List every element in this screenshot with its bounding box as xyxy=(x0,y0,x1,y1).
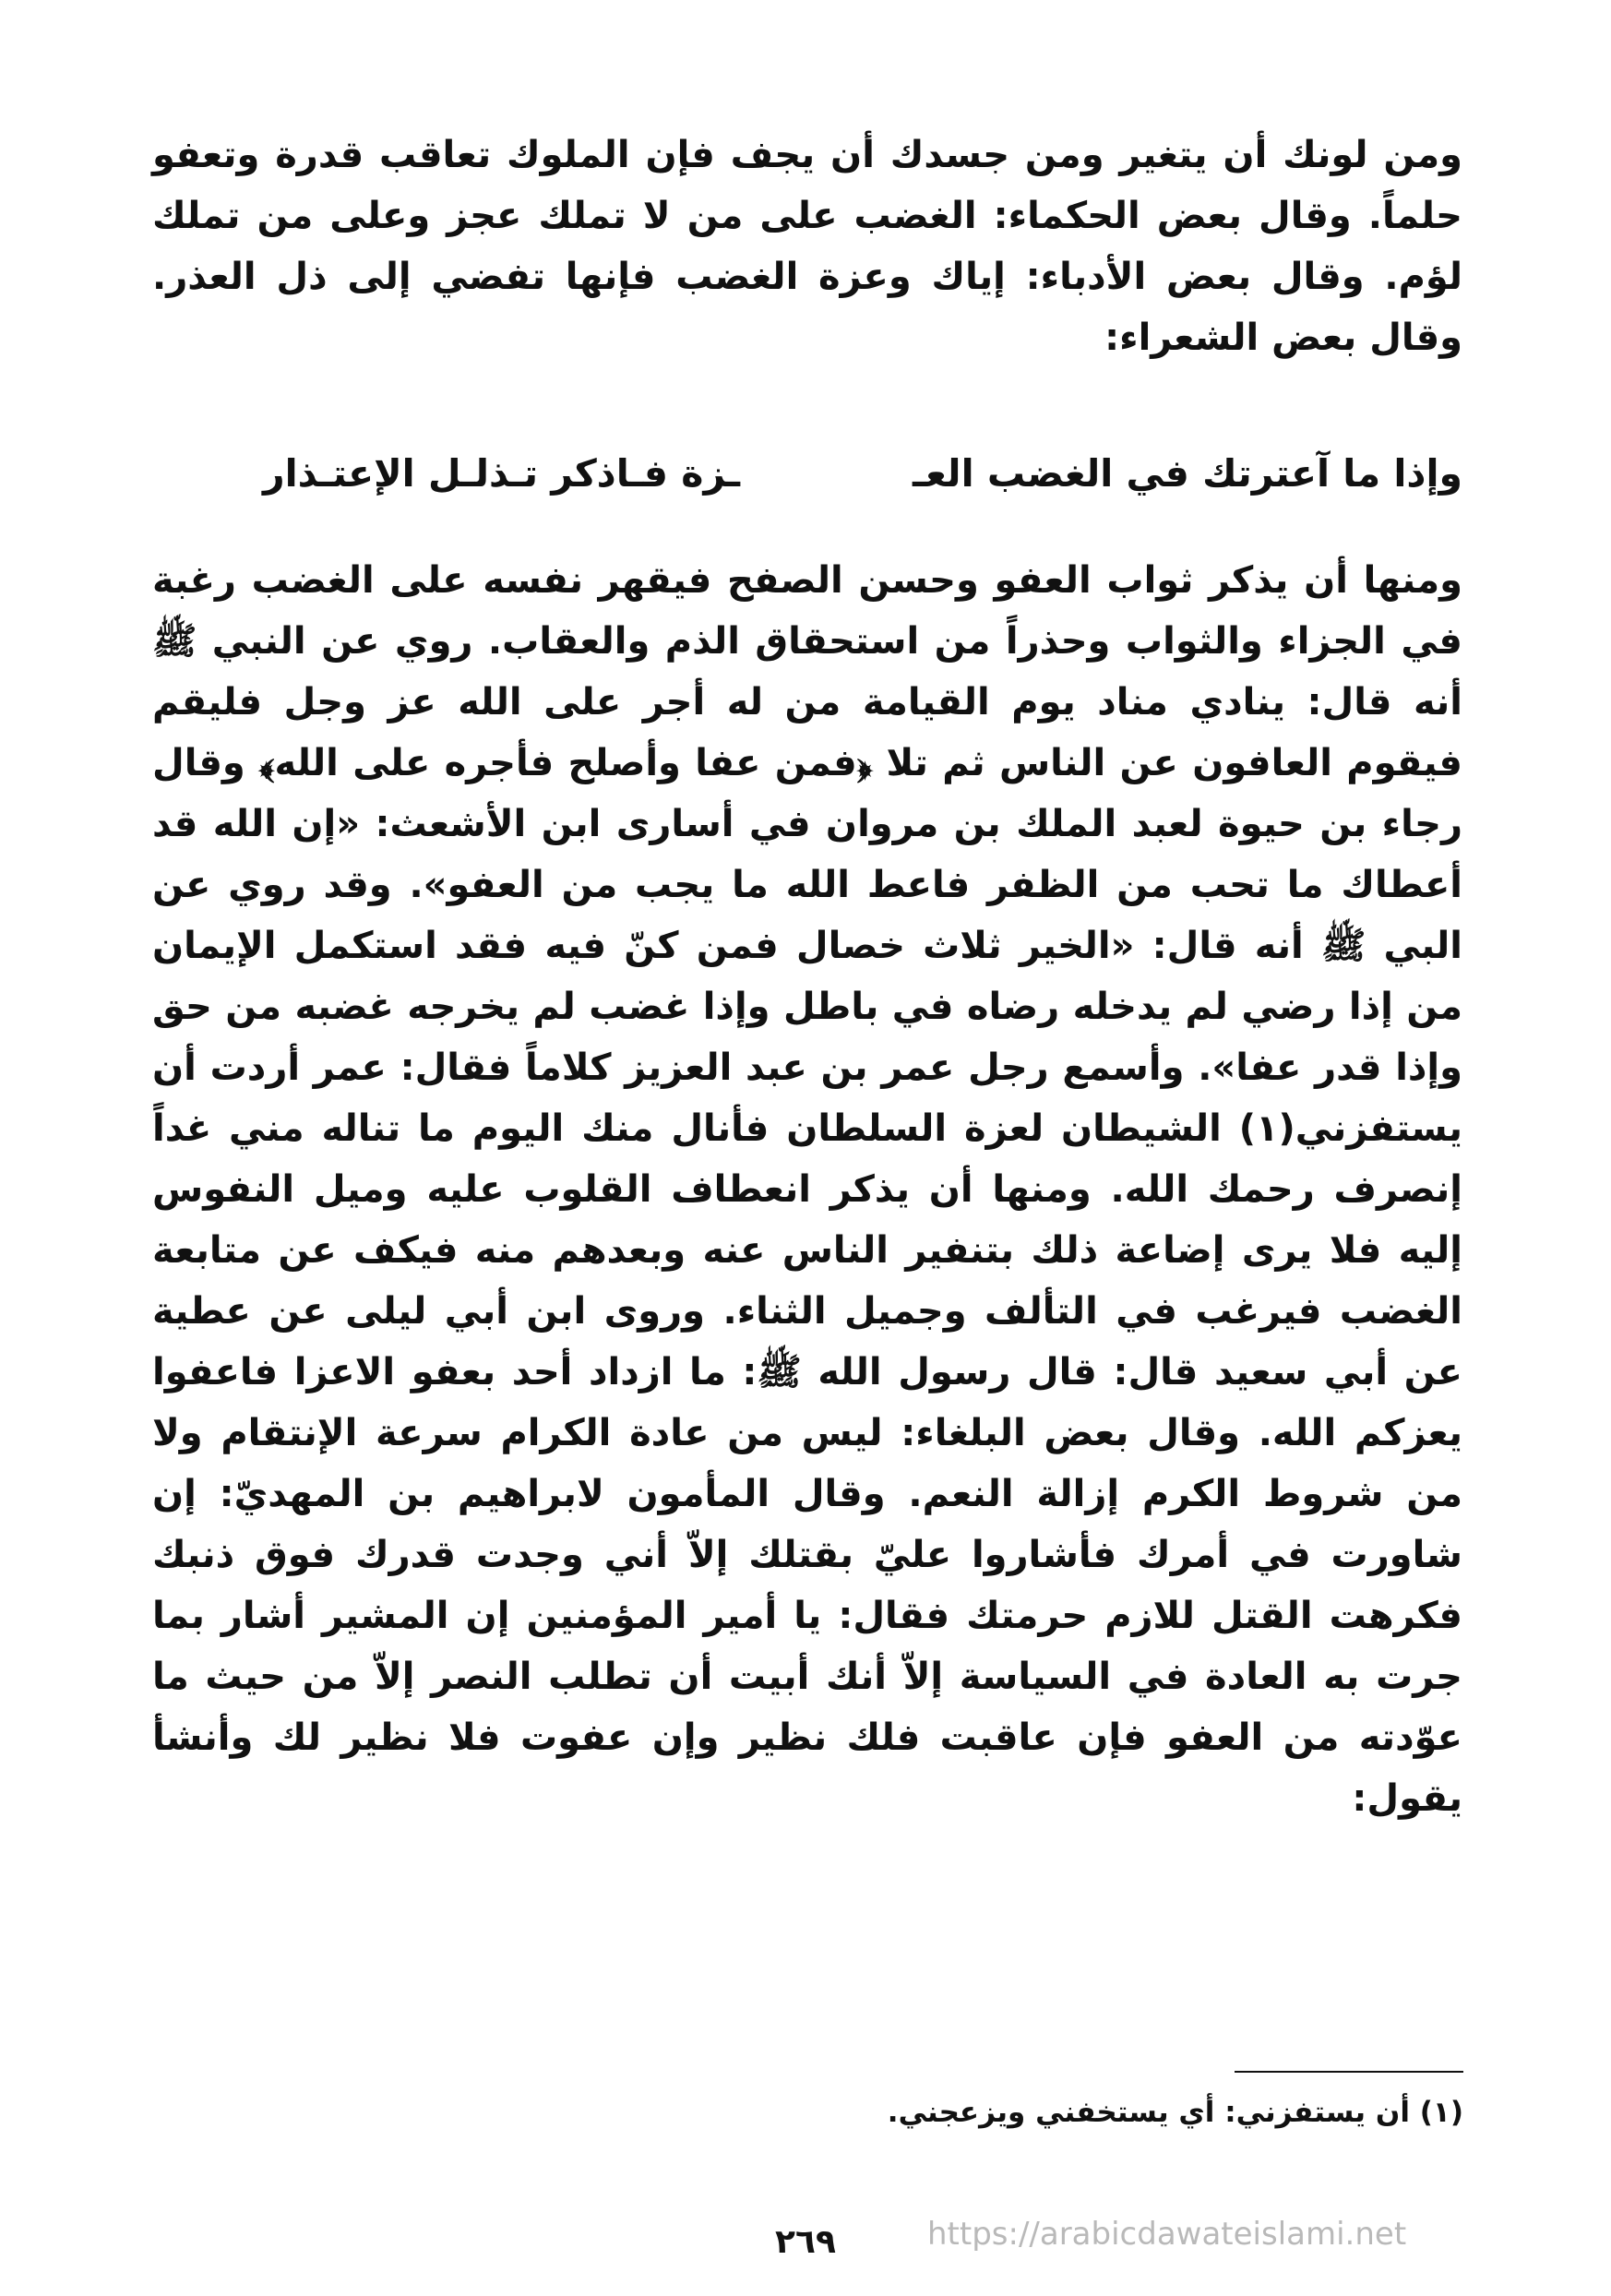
paragraph-2 xyxy=(152,550,1462,1829)
paragraph-1-text: ومن لونك أن يتغير ومن جسدك أن يجف فإن الملوك تعاقب قدرة وتعفو حلماً. وقال بعض الحكماء: الغضب على من لا تملك عجز وعلى من تملك لؤم. وقال بعض الأدباء: إياك وعزة الغضب فإنها تفضي إلى ذل العذر. وقال بعض الشعراء: xyxy=(152,134,1462,359)
paragraph-1 xyxy=(152,125,1462,368)
footnote: (١) أن يستفزني: أي يستخفني ويزعجني. xyxy=(887,2096,1463,2129)
paragraph-2-text: ومنها أن يذكر ثواب العفو وحسن الصفح فيقهر نفسه على الغضب رغبة في الجزاء والثواب وحذراً من استحقاق الذم والعقاب. روي عن النبي ﷺ أنه قال: ينادي مناد يوم القيامة من له أجر على الله عز وجل فليقم فيقوم العافون عن الناس ثم تلا ﴿فمن عفا وأصلح فأجره على الله﴾ وقال رجاء بن حيوة لعبد الملك بن مروان في أسارى ابن الأشعث: «إن الله قد أعطاك ما تحب من الظفر فاعط الله ما يجب من العفو». وقد روي عن البي ﷺ أنه قال: «الخير ثلاث خصال فمن كنّ فيه فقد استكمل الإيمان من إذا رضي لم يدخله رضاه في باطل وإذا غضب لم يخرجه غضبه من حق وإذا قدر عفا». وأسمع رجل عمر بن عبد العزيز كلاماً فقال: عمر أردت أن يستفزني(١) الشيطان لعزة السلطان فأنال منك اليوم ما تناله مني غداً إنصرف رحمك الله. ومنها أن يذكر انعطاف القلوب عليه وميل النفوس إليه فلا يرى إضاعة ذلك بتنفير الناس عنه وبعدهم منه فيكف عن متابعة الغضب فيرغب في التألف وجميل الثناء. وروى ابن أبي ليلى عن عطية عن أبي سعيد قال: قال رسول الله ﷺ: ما ازداد أحد بعفو الاعزا فاعفوا يعزكم الله. وقال بعض البلغاء: ليس من عادة الكرام سرعة الإنتقام ولا من شروط الكرم إزالة النعم. وقال المأمون لابراهيم بن المهديّ: إن شاورت في أمرك فأشاروا عليّ بقتلك إلاّ أني وجدت قدرك فوق ذنبك فكرهت القتل للازم حرمتك فقال: يا أمير المؤمنين إن المشير أشار بما جرت به العادة في السياسة إلاّ أنك أبيت أن تطلب النصر إلاّ من حيث ما عوّدته من العفو فإن عاقبت فلك نظير وإن عفوت فلا نظير لك وأنشأ يقول: xyxy=(152,559,1462,1820)
watermark-url: https://arabicdawateislami.net xyxy=(927,2216,1407,2253)
verse-second-hemistich: ـزة فـاذكر تـذلـل الإعتـذار xyxy=(263,451,740,496)
page-number: ٢٦٩ xyxy=(775,2223,836,2261)
poem-verse xyxy=(152,441,1462,506)
footnote-divider xyxy=(1235,2071,1463,2073)
verse-first-hemistich: وإذا ما آعترتك في الغضب العـ xyxy=(913,451,1462,496)
